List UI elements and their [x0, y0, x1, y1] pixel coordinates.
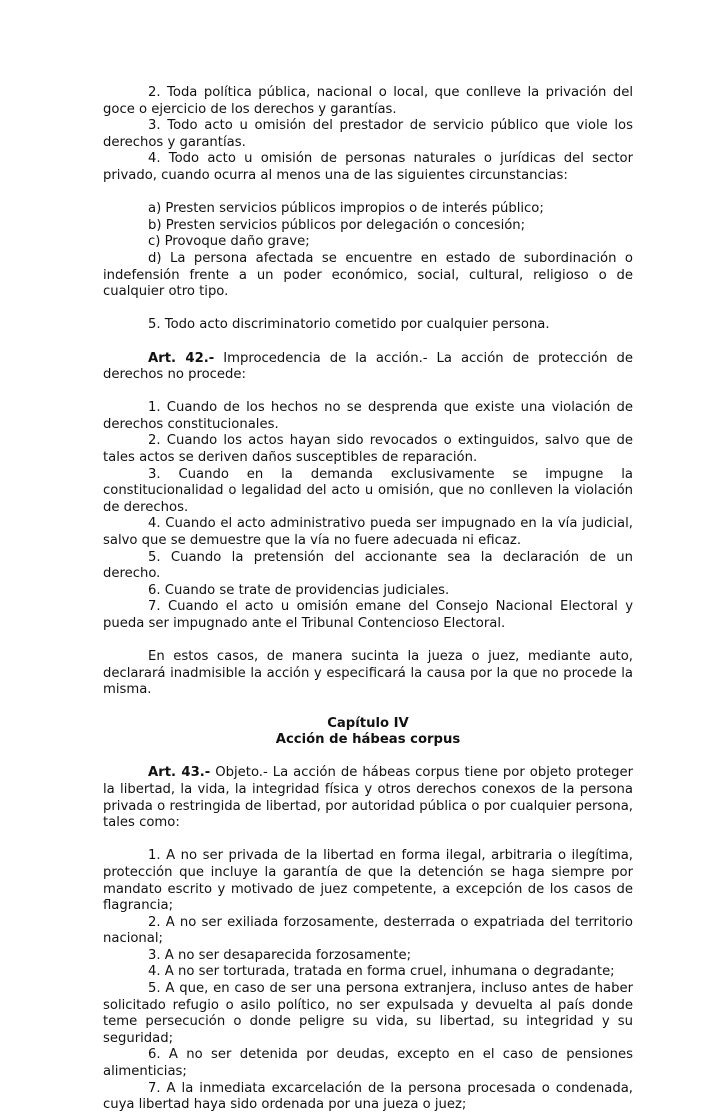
list-item: 7. A la inmediata excarcelación de la persona procesada o condenada, cuya libertad haya sido ordenada por una jueza o juez; [103, 1080, 633, 1113]
document-body [103, 85, 633, 1114]
list-item: 5. A que, en caso de ser una persona extranjera, incluso antes de haber solicitado refugio o asilo político, no ser expulsada y devuelta al país donde teme persecución o donde peligre su vida, su libertad, su integridad y su seguridad; [103, 981, 633, 1046]
list-item: 2. A no ser exiliada forzosamente, desterrada o expatriada del territorio nacional; [103, 914, 633, 947]
list-item: c) Provoque daño grave; [148, 234, 310, 250]
chapter-title: Capítulo IV [327, 715, 409, 731]
list-item: 5. Cuando la pretensión del accionante sea la declaración de un derecho. [103, 549, 633, 582]
chapter-subtitle: Acción de hábeas corpus [275, 732, 461, 748]
paragraph: En estos casos, de manera sucinta la jueza o juez, mediante auto, declarará inadmisible la acción y especificará la causa por la que no procede la misma. [103, 649, 633, 698]
article-text: Improcedencia de la acción.- La acción de protección de derechos no procede: [103, 350, 633, 383]
list-item: 6. Cuando se trate de providencias judiciales. [148, 582, 450, 598]
paragraph: 3. Todo acto u omisión del prestador de servicio público que viole los derechos y garantías. [103, 118, 633, 150]
list-item: 1. A no ser privada de la libertad en forma ilegal, arbitraria o ilegítima, protección que incluye la garantía de que la detención se haga siempre por mandato escrito y motivado de juez competente, a excepción de los casos de flagrancia; [103, 848, 633, 914]
list-item: 3. A no ser desaparecida forzosamente; [148, 947, 412, 963]
paragraph: 4. Todo acto u omisión de personas naturales o jurídicas del sector privado, cuando ocurra al menos una de las siguientes circunstancias: [103, 151, 633, 183]
article-43 [103, 765, 633, 831]
list-item: 6. A no ser detenida por deudas, excepto en el caso de pensiones alimenticias; [103, 1047, 633, 1080]
article-number: Art. 43.- [148, 765, 211, 781]
paragraph: 2. Toda política pública, nacional o local, que conlleve la privación del goce o ejercicio de los derechos y garantías. [103, 85, 633, 117]
list-item: 7. Cuando el acto u omisión emane del Consejo Nacional Electoral y pueda ser impugnado ante el Tribunal Contencioso Electoral. [103, 599, 633, 631]
article-text: Objeto.- La acción de hábeas corpus tiene por objeto proteger la libertad, la vida, la integridad física y otros derechos conexos de la persona privada o restringida de libertad, por autoridad pública o por cualquier persona, tales como: [103, 765, 634, 831]
article-number: Art. 42.- [148, 350, 215, 366]
article-42 [103, 351, 633, 384]
list-item: 4. A no ser torturada, tratada en forma cruel, inhumana o degradante; [148, 964, 615, 980]
list-item: d) La persona afectada se encuentre en estado de subordinación o indefensión frente a un poder económico, social, cultural, religioso o de cualquier otro tipo. [103, 250, 633, 300]
list-item: 2. Cuando los actos hayan sido revocados o extinguidos, salvo que de tales actos se deriven daños susceptibles de reparación. [103, 433, 633, 466]
list-item: 3. Cuando en la demanda exclusivamente se impugne la constitucionalidad o legalidad del acto u omisión, que no conlleven la violación de derechos. [103, 466, 633, 515]
paragraph: 5. Todo acto discriminatorio cometido por cualquier persona. [148, 317, 550, 333]
list-item: b) Presten servicios públicos por delegación o concesión; [148, 217, 526, 233]
list-item: 4. Cuando el acto administrativo pueda ser impugnado en la vía judicial, salvo que se demuestre que la vía no fuere adecuada ni eficaz. [103, 516, 633, 549]
list-item: 1. Cuando de los hechos no se desprenda que existe una violación de derechos constitucionales. [103, 400, 633, 432]
list-item: a) Presten servicios públicos impropios o de interés público; [148, 201, 544, 217]
